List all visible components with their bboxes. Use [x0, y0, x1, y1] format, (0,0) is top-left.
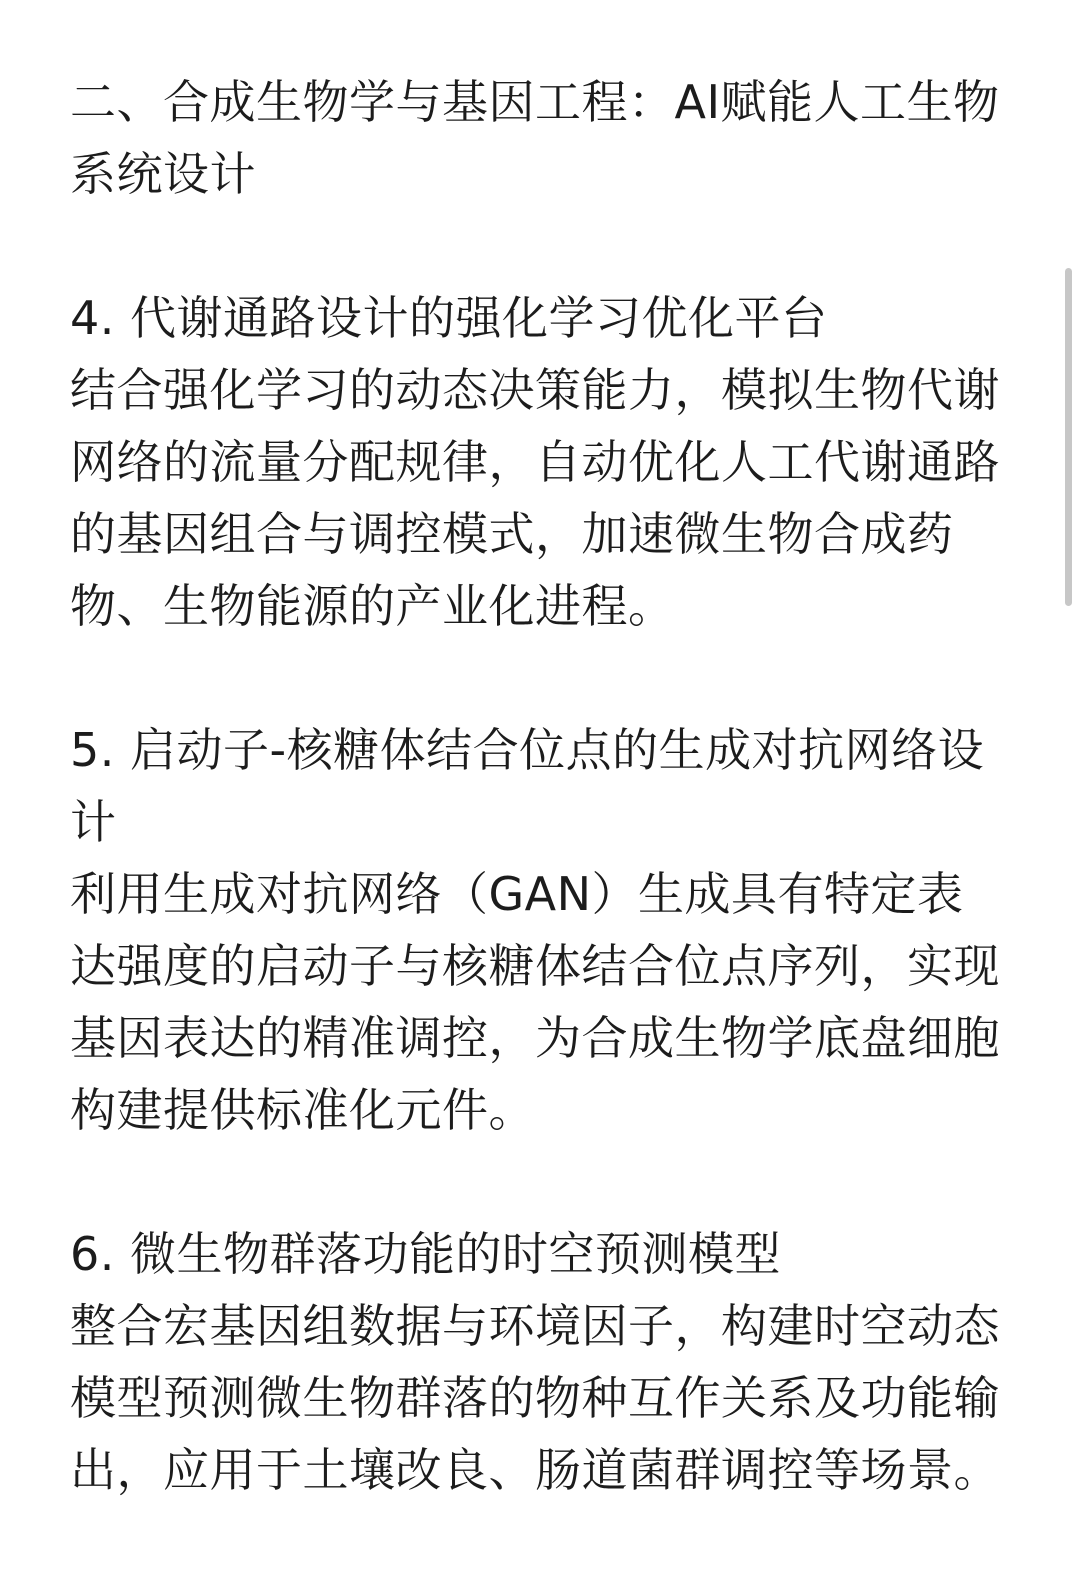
paragraph-gap [70, 210, 1010, 282]
paragraph-gap [70, 1146, 1010, 1218]
section-heading: 二、合成生物学与基因工程：AI赋能人工生物系统设计 [70, 75, 1000, 201]
item-title-6: 6. 微生物群落功能的时空预测模型 [70, 1227, 782, 1281]
item-title-4: 4. 代谢通路设计的强化学习优化平台 [70, 291, 828, 345]
scrollbar-thumb[interactable] [1065, 268, 1072, 606]
scrollbar-track[interactable] [1064, 0, 1074, 1570]
item-body-4: 结合强化学习的动态决策能力，模拟生物代谢网络的流量分配规律，自动优化人工代谢通路的基因组合与调控模式，加速微生物合成药物、生物能源的产业化进程。 [70, 363, 1000, 633]
article-content [70, 66, 1010, 1506]
item-body-6: 整合宏基因组数据与环境因子，构建时空动态模型预测微生物群落的物种互作关系及功能输出，应用于土壤改良、肠道菌群调控等场景。 [70, 1299, 1000, 1497]
paragraph-gap [70, 642, 1010, 714]
item-title-5: 5. 启动子-核糖体结合位点的生成对抗网络设计 [70, 723, 985, 849]
item-body-5: 利用生成对抗网络（GAN）生成具有特定表达强度的启动子与核糖体结合位点序列，实现基因表达的精准调控，为合成生物学底盘细胞构建提供标准化元件。 [70, 867, 1000, 1137]
